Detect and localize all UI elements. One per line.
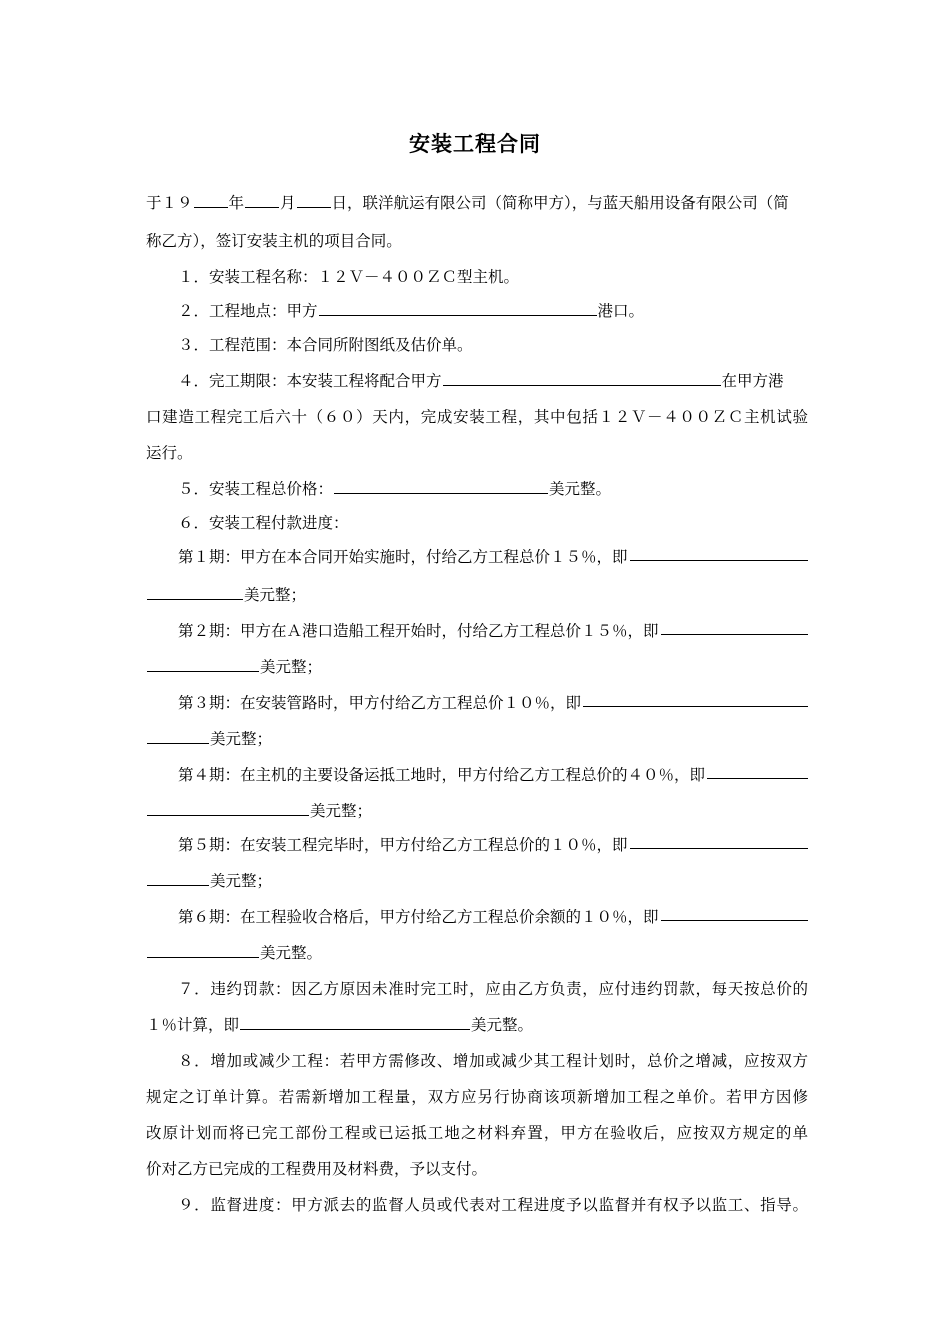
item-6: ６．安装工程付款进度： [178,514,349,532]
intro-text: 日，联洋航运有限公司（简称甲方），与蓝天船用设备有限公司（简 [331,194,789,212]
item-7-line-2 [146,1010,808,1040]
payment-3-blank-cont [147,725,209,744]
item-8-line-1: ８．增加或减少工程：若甲方需修改、增加或减少其工程计划时，总价之增减，应按双方 [178,1052,808,1070]
payment-5-line-2 [146,866,808,896]
payment-6-blank [661,902,808,921]
payment-1-line-2 [146,580,808,610]
payment-4-blank-cont [147,797,309,816]
item-2 [178,296,808,326]
intro-text: 于１９ [146,194,193,212]
item-5-text: 美元整。 [549,480,612,498]
item-9: ９．监督进度：甲方派去的监督人员或代表对工程进度予以监督并有权予以监工、指导。 [178,1196,808,1214]
payment-4-line-2 [146,796,808,826]
intro-line-1 [146,188,808,218]
payment-2-line-2 [146,652,808,682]
item-8-line-3: 改原计划而将已完工部份工程或已运抵工地之材料弃置，甲方在验收后，应按双方规定的单 [146,1124,808,1142]
payment-5-blank [630,830,808,849]
item-4-line-2: 口建造工程完工后六十（６０）天内，完成安装工程，其中包括１２Ｖ－４００ＺＣ主机试验 [146,408,808,426]
payment-4-blank [707,760,808,779]
payment-3-blank [583,688,808,707]
day-blank [297,189,331,208]
payment-6-line-2 [146,938,808,968]
item-4-line-1 [178,366,808,396]
item-4-line-3: 运行。 [146,444,193,462]
payment-2-blank-cont [147,653,259,672]
payment-2-blank [661,616,808,635]
total-price-blank [334,475,548,494]
location-blank [319,297,597,316]
item-4-text: 在甲方港 [721,372,784,390]
payment-1-blank-cont [147,581,243,600]
item-2-text: 港口。 [597,302,645,320]
payment-2-line-1 [178,616,808,646]
intro-line-2: 称乙方），签订安装主机的项目合同。 [146,232,402,250]
payment-3-line-1 [178,688,808,718]
payment-2-text: 第２期：甲方在Ａ港口造船工程开始时，付给乙方工程总价１５％，即 [178,622,659,640]
payment-4-text: 第４期：在主机的主要设备运抵工地时，甲方付给乙方工程总价的４０％，即 [178,766,706,784]
payment-6-blank-cont [147,939,259,958]
payment-4-text: 美元整； [310,802,373,820]
item-7-text: １％计算，即 [146,1016,240,1034]
payment-1-text: 美元整； [244,586,307,604]
item-4-text: ４．完工期限：本安装工程将配合甲方 [178,372,442,390]
page-title: 安装工程合同 [409,132,541,156]
payment-4-line-1 [178,760,808,790]
item-1: １．安装工程名称：１２Ｖ－４００ＺＣ型主机。 [178,268,520,286]
payment-6-text: 美元整。 [260,944,323,962]
item-7-line-1: ７．违约罚款：因乙方原因未准时完工时，应由乙方负责，应付违约罚款，每天按总价的 [178,980,808,998]
payment-6-line-1 [178,902,808,932]
payment-1-line-1 [178,542,808,572]
intro-text: 年 [228,194,245,212]
item-3: ３．工程范围：本合同所附图纸及估价单。 [178,336,473,354]
payment-2-text: 美元整； [260,658,323,676]
payment-3-text: 美元整； [210,730,273,748]
item-5-text: ５．安装工程总价格： [178,480,334,498]
payment-3-line-2 [146,724,808,754]
payment-3-text: 第３期：在安装管路时，甲方付给乙方工程总价１０％，即 [178,694,582,712]
item-5 [178,474,808,504]
project-blank [443,367,721,386]
year-blank [194,189,228,208]
item-7-text: 美元整。 [471,1016,534,1034]
payment-6-text: 第６期：在工程验收合格后，甲方付给乙方工程总价余额的１０％，即 [178,908,659,926]
intro-text: 月 [280,194,296,212]
penalty-blank [240,1011,470,1030]
payment-5-blank-cont [147,867,209,886]
payment-1-blank [630,542,808,561]
month-blank [245,189,279,208]
item-8-line-2: 规定之订单计算。若需新增加工程量，双方应另行协商该项新增加工程之单价。若甲方因修 [146,1088,808,1106]
item-2-text: ２．工程地点：甲方 [178,302,318,320]
payment-5-text: 美元整； [210,872,273,890]
payment-5-text: 第５期：在安装工程完毕时，甲方付给乙方工程总价的１０％，即 [178,836,628,854]
item-8-line-4: 价对乙方已完成的工程费用及材料费，予以支付。 [146,1160,488,1178]
payment-1-text: 第１期：甲方在本合同开始实施时，付给乙方工程总价１５％，即 [178,548,628,566]
payment-5-line-1 [178,830,808,860]
